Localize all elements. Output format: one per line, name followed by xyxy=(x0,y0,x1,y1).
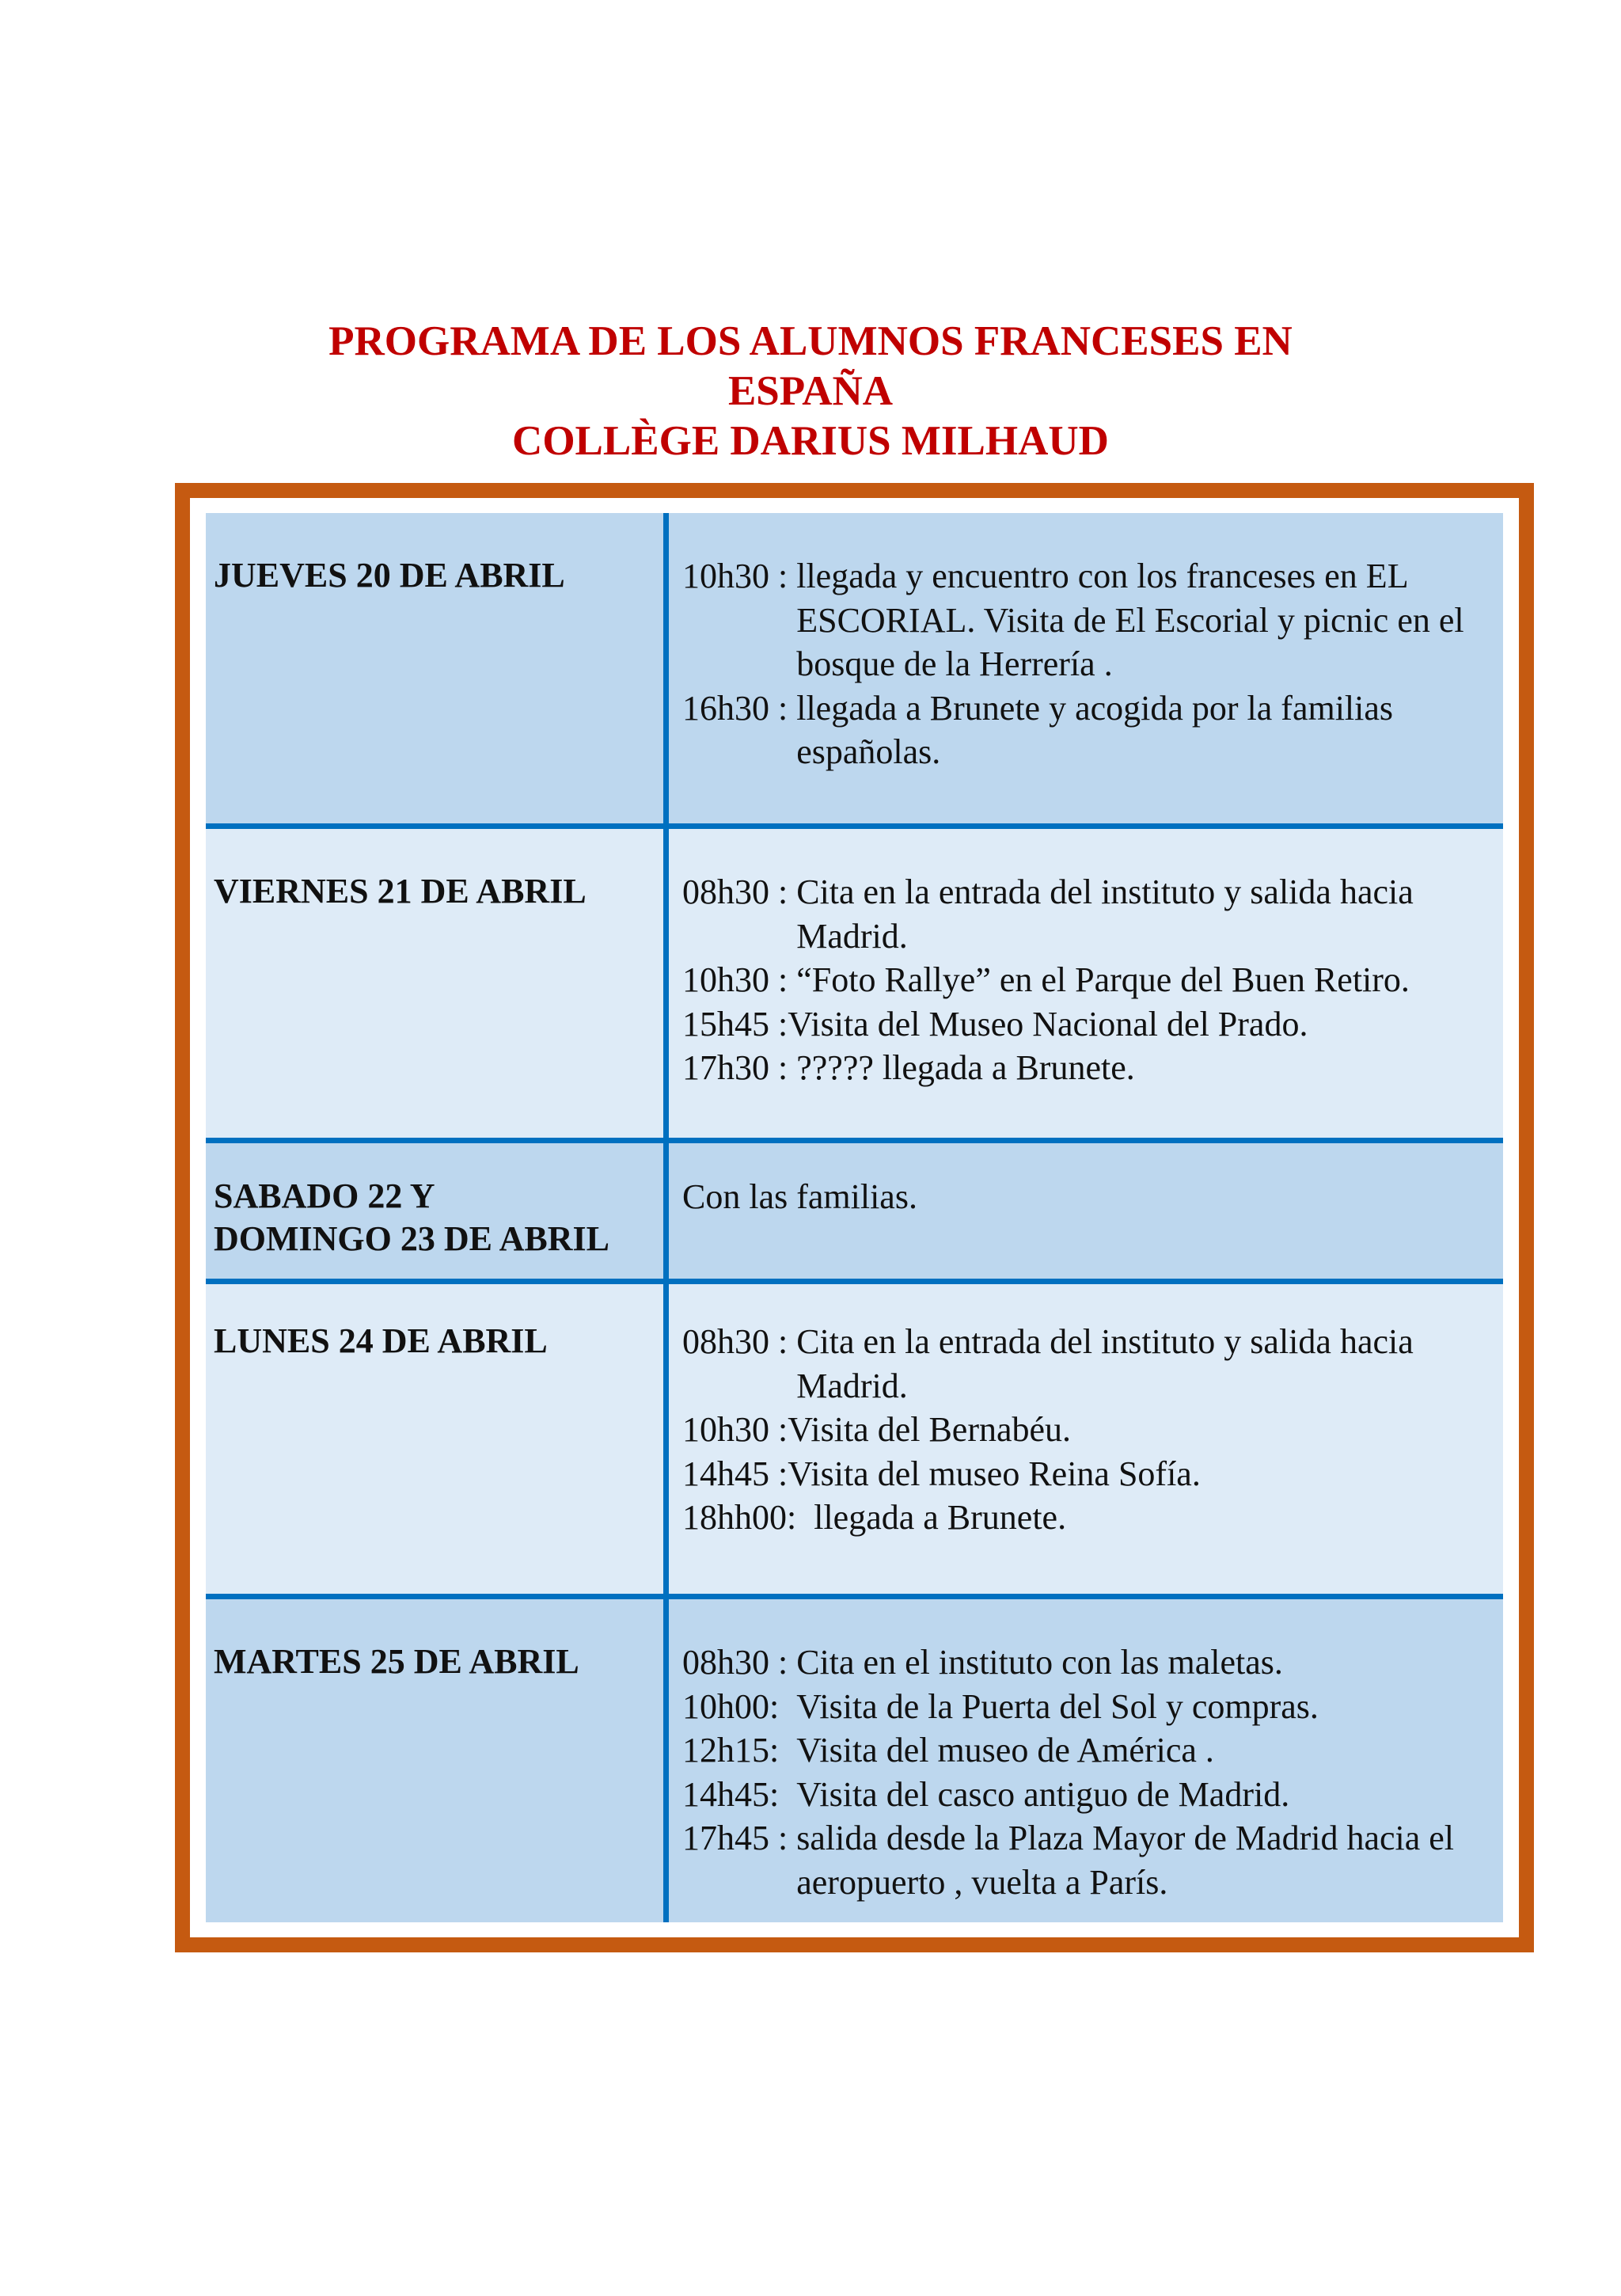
activity-item xyxy=(682,1408,1479,1452)
activity-time: 15h45 : xyxy=(682,1004,788,1043)
day-cell xyxy=(206,1284,669,1594)
day-cell xyxy=(206,829,669,1138)
schedule-table xyxy=(206,513,1503,1922)
activity-desc: Cita en la entrada del instituto y salida hacia Madrid. xyxy=(796,1322,1414,1405)
activity-time: 10h30 : xyxy=(682,1410,788,1449)
page-title xyxy=(0,317,1621,466)
activities-cell xyxy=(669,1599,1503,1922)
activity-item xyxy=(682,1175,1479,1219)
schedule-row-fin-de-semana xyxy=(206,1143,1503,1284)
schedule-row-viernes xyxy=(206,829,1503,1143)
day-label: LUNES 24 DE ABRIL xyxy=(214,1321,548,1360)
activity-item xyxy=(682,1773,1479,1817)
activity-desc: ????? llegada a Brunete. xyxy=(796,1048,1135,1087)
activity-item xyxy=(682,686,1479,774)
day-cell xyxy=(206,513,669,823)
activity-time: 18hh00: xyxy=(682,1498,814,1537)
day-label: VIERNES 21 DE ABRIL xyxy=(214,872,587,910)
activity-desc: salida desde la Plaza Mayor de Madrid hacia el aeropuerto , vuelta a París. xyxy=(796,1819,1455,1902)
activity-desc: “Foto Rallye” en el Parque del Buen Retiro. xyxy=(796,960,1410,999)
day-label: DOMINGO 23 DE ABRIL xyxy=(214,1219,609,1258)
activity-time: 14h45: xyxy=(682,1774,797,1814)
day-label: SABADO 22 Y xyxy=(214,1177,435,1215)
activity-desc: Cita en la entrada del instituto y salida hacia Madrid. xyxy=(796,872,1414,956)
activity-item xyxy=(682,554,1479,686)
activity-desc: Visita del museo Reina Sofía. xyxy=(788,1454,1201,1493)
activity-desc: Con las familias. xyxy=(682,1177,917,1216)
activity-item xyxy=(682,1685,1479,1729)
activity-item xyxy=(682,1496,1479,1540)
activity-desc: llegada a Brunete. xyxy=(814,1498,1067,1537)
activity-time: 10h00: xyxy=(682,1686,797,1726)
day-label: JUEVES 20 DE ABRIL xyxy=(214,556,565,595)
activity-time: 08h30 : xyxy=(682,872,797,911)
activities-cell xyxy=(669,513,1503,823)
title-line-3: COLLÈGE DARIUS MILHAUD xyxy=(512,418,1109,464)
activity-item xyxy=(682,1320,1479,1408)
schedule-row-martes xyxy=(206,1599,1503,1922)
schedule-row-jueves xyxy=(206,513,1503,829)
activities-cell xyxy=(669,1284,1503,1594)
schedule-row-lunes xyxy=(206,1284,1503,1599)
title-line-2: ESPAÑA xyxy=(727,368,894,414)
title-line-1: PROGRAMA DE LOS ALUMNOS FRANCESES EN xyxy=(328,318,1293,364)
activities-cell xyxy=(669,829,1503,1138)
activity-item xyxy=(682,1640,1479,1685)
activity-desc: llegada a Brunete y acogida por la familias españolas. xyxy=(796,688,1394,771)
activity-desc: Visita del museo de América . xyxy=(796,1731,1214,1770)
activity-item xyxy=(682,1728,1479,1773)
activity-time: 16h30 : xyxy=(682,688,797,728)
activity-time: 14h45 : xyxy=(682,1454,788,1493)
activity-item xyxy=(682,1046,1479,1090)
activity-desc: llegada y encuentro con los franceses en EL ESCORIAL. Visita de El Escorial y picnic en el bosque de la Herrería . xyxy=(796,557,1464,683)
activity-item xyxy=(682,870,1479,958)
activity-item xyxy=(682,958,1479,1002)
activities-cell xyxy=(669,1143,1503,1279)
activity-time: 10h30 : xyxy=(682,557,797,595)
day-cell xyxy=(206,1143,669,1279)
activity-desc: Visita del casco antiguo de Madrid. xyxy=(796,1774,1290,1814)
schedule-frame xyxy=(175,483,1534,1952)
activity-desc: Cita en el instituto con las maletas. xyxy=(796,1643,1283,1682)
activity-item xyxy=(682,1002,1479,1047)
activity-desc: Visita de la Puerta del Sol y compras. xyxy=(796,1686,1319,1726)
activity-time: 08h30 : xyxy=(682,1643,797,1682)
day-cell xyxy=(206,1599,669,1922)
activity-time: 08h30 : xyxy=(682,1322,797,1361)
activity-time: 12h15: xyxy=(682,1731,797,1770)
activity-item xyxy=(682,1816,1479,1904)
day-label: MARTES 25 DE ABRIL xyxy=(214,1642,579,1681)
activity-desc: Visita del Museo Nacional del Prado. xyxy=(788,1004,1308,1043)
activity-time: 10h30 : xyxy=(682,960,797,999)
activity-time: 17h45 : xyxy=(682,1819,797,1857)
activity-time: 17h30 : xyxy=(682,1048,797,1087)
activity-item xyxy=(682,1452,1479,1496)
activity-desc: Visita del Bernabéu. xyxy=(788,1410,1072,1449)
